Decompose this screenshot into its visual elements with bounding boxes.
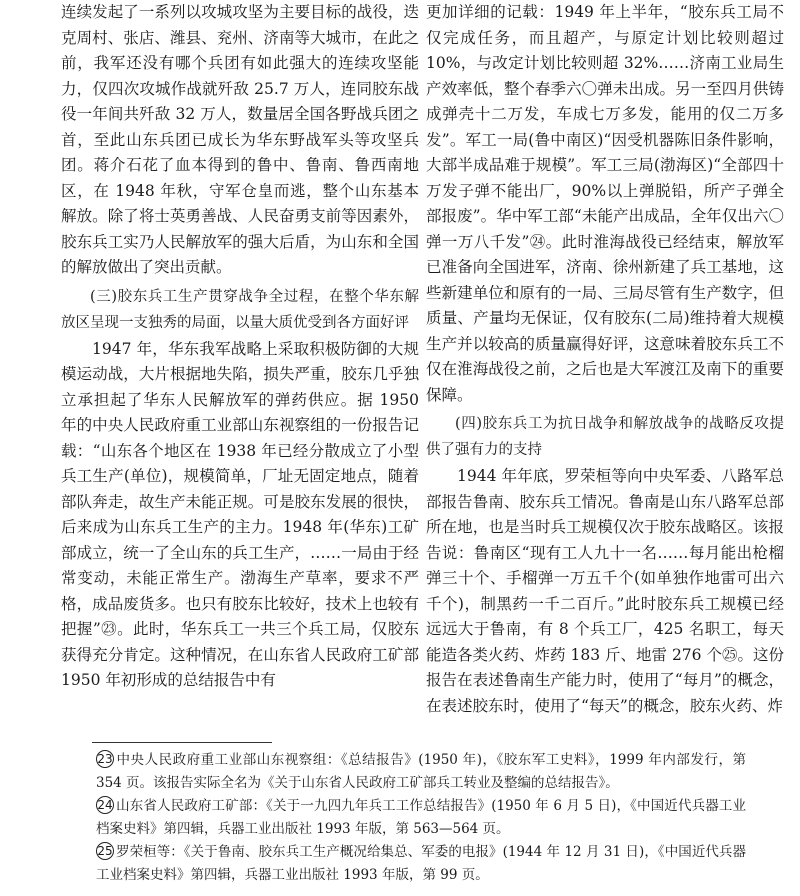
body-paragraph: 更加详细的记载：1949 年上半年，“胶东兵工局不仅完成任务，而且超产，与原定计划比较则超过 10%，与改定计划比较则超 32%……济南工业局生产效率低，整个春季六〇弹未出成。另一至四月供铸成弹壳十二万发，车成七万多发，能用的仅二万多发”。军工一局(鲁中南区)“因受机器陈旧条件影响，大部半成品难于规模”。军工三局(渤海区)“全部四十万发子弹不能出厂，90%以上弹脱铅，所产子弹全部报废”。华中军工部“未能产出成品，全年仅出六〇弹一万八千发”㉔。此时淮海战役已经结束，解放军已准备向全国进军，济南、徐州新建了兵工基地，这些新建单位和原有的一局、三局尽管有生产数字，但质量、产量均无保证，仅有胶东(二局)维持着大规模生产并以较高的质量赢得好评，这意味着胶东兵工不仅在淮海战役之前，之后也是大军渡江及南下的重要保障。 bbox=[426, 3, 784, 404]
body-paragraph: 1944 年年底，罗荣桓等向中央军委、八路军总部报告鲁南、胶东兵工情况。鲁南是山东八路军总部所在地，也是当时兵工规模仅次于胶东战略区。该报告说：鲁南区“现有工人九十一名……每月能出枪榴弹三十个、手榴弹一万五千个(如单独作地雷可出六千个)，制黑药一千二百斤。”此时胶东兵工规模已经远远大于鲁南，有 8 个兵工厂，425 名职工，每天能造各类火药、炸药 183 斤、地雷 276 个㉕。这份报告在表述鲁南生产能力时，使用了“每月”的概念，在表述胶东时，使用了“每天”的概念，胶东火药、炸 bbox=[426, 467, 784, 715]
footnotes bbox=[96, 749, 746, 887]
body-paragraph: 连续发起了一系列以攻城攻坚为主要目标的战役，迭克周村、张店、潍县、兖州、济南等大城市，在此之前，我军还没有哪个兵团有如此强大的连续攻坚能力，仅四次攻城作战就歼敌 25.7 万人，连同胶东战役一年间共歼敌 32 万人，数量居全国各野战兵团之首，至此山东兵团已成长为华东野战军头等攻坚兵团。蒋介石花了血本得到的鲁中、鲁南、鲁西南地区，在 1948 年秋，守军仓皇而逃，整个山东基本解放。除了将士英勇善战、人民奋勇支前等因素外，胶东兵工实乃人民解放军的强大后盾，为山东和全国的解放做出了突出贡献。 bbox=[61, 3, 419, 276]
footnote-marker: 23 bbox=[97, 752, 113, 766]
body-paragraph: 1947 年，华东我军战略上采取积极防御的大规模运动战，大片根据地失陷，损失严重，胶东几乎独立承担起了华东人民解放军的弹药供应。据 1950 年的中央人民政府重工业部山东视察组的一份报告记载：“山东各个地区在 1938 年已经分散成立了小型兵工生产(单位)，规模简单，厂址无固定地点，随着部队奔走，故生产未能正规。可是胶东发展的很快，后来成为山东兵工生产的主力。1948 年(华东)工矿部成立，统一了全山东的兵工生产，……一局由于经常变动，未能正常生产。渤海生产草率，要求不严格，成品废货多。也只有胶东比较好，技术上也较有把握”㉓。此时，华东兵工一共三个兵工局，仅胶东获得充分肯定。这种情况，在山东省人民政府工矿部 1950 年初形成的总结报告中有 bbox=[61, 339, 419, 689]
footnote-marker: 24 bbox=[97, 798, 113, 812]
footnote-text: 山东省人民政府工矿部：《关于一九四九年兵工工作总结报告》(1950 年 6 月 5 日)，《中国近代兵器工业档案史料》第四辑，兵器工业出版社 1993 年版，第 563—564 页。 bbox=[96, 798, 746, 837]
footnote bbox=[96, 795, 746, 840]
footnote bbox=[96, 749, 746, 794]
footnote bbox=[96, 841, 746, 886]
section-heading: (三)胶东兵工生产贯穿战争全过程，在整个华东解放区呈现一支独秀的局面，以量大质优受到各方面好评 bbox=[61, 288, 419, 331]
left-column bbox=[61, 0, 419, 694]
footnote-marker: 25 bbox=[97, 844, 113, 858]
footnote-divider bbox=[92, 742, 272, 743]
footnote-text: 中央人民政府重工业部山东视察组：《总结报告》(1950 年)，《胶东军工史料》，1999 年内部发行，第 354 页。该报告实际全名为《关于山东省人民政府工矿部兵工转业及整编的总结报告》。 bbox=[96, 752, 746, 791]
footnote-text: 罗荣桓等：《关于鲁南、胶东兵工生产概况给集总、军委的电报》(1944 年 12 月 31 日)，《中国近代兵器工业档案史料》第四辑，兵器工业出版社 1993 年版，第 99 页。 bbox=[96, 844, 746, 883]
section-heading: (四)胶东兵工为抗日战争和解放战争的战略反攻提供了强有力的支持 bbox=[426, 416, 784, 458]
right-column bbox=[426, 0, 784, 719]
